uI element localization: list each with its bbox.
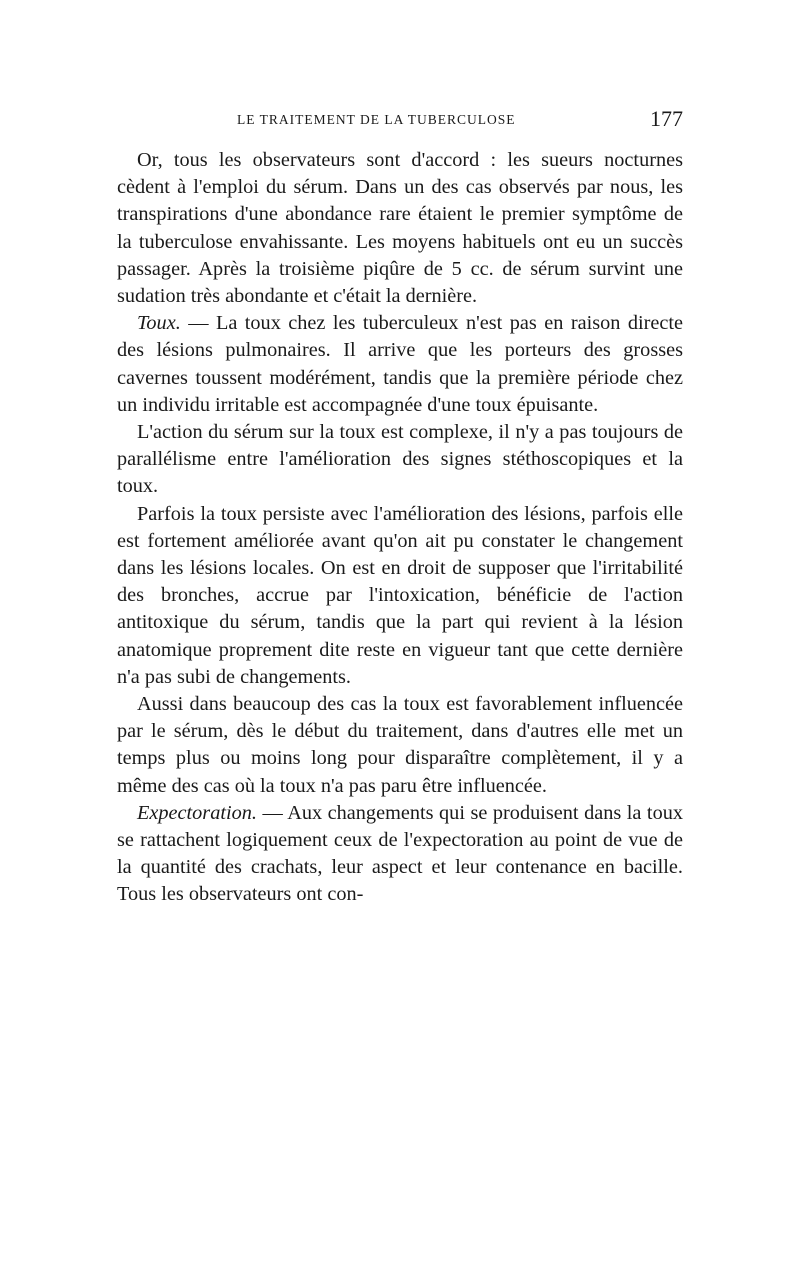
- body-text: [117, 147, 683, 909]
- book-page: [117, 100, 683, 909]
- paragraph-night-sweats: [117, 147, 683, 310]
- paragraph-text: L'action du sérum sur la toux est complexe, il n'y a pas toujours de parallélisme entre l'amélioration des signes stéthoscopiques et la toux.: [117, 421, 683, 498]
- paragraph-cough-persistence: [117, 501, 683, 691]
- paragraph-serum-action: [117, 419, 683, 501]
- paragraph-cough-influence: [117, 691, 683, 800]
- running-header: [117, 100, 683, 134]
- paragraph-text: Aussi dans beaucoup des cas la toux est favorablement influencée par le sérum, dès le début du traitement, dans d'autres elle met un temps plus ou moins long pour disparaître complètement, il y a même des cas où la toux n'a pas paru être influencée.: [117, 693, 683, 797]
- paragraph-cough: [117, 310, 683, 419]
- paragraph-text: Or, tous les observateurs sont d'accord : les sueurs nocturnes cèdent à l'emploi du sérum. Dans un des cas observés par nous, les transpirations d'une abondance rare étaient le premier symptôme de la tuberculose envahissante. Les moyens habituels ont eu un succès passager. Après la troisième piqûre de 5 cc. de sérum survint une sudation très abondante et c'était la dernière.: [117, 149, 683, 308]
- page-number: 177: [650, 106, 683, 131]
- section-lead-expectoration: Expectoration.: [137, 801, 257, 824]
- paragraph-expectoration: [117, 800, 683, 909]
- section-lead-toux: Toux.: [137, 312, 181, 335]
- paragraph-text: — Aux changements qui se produisent dans la toux se rattachent logiquement ceux de l'expectoration au point de vue de la quantité des crachats, leur aspect et leur contenance en bacille. Tous les observateurs ont con-: [117, 801, 683, 906]
- running-title: LE TRAITEMENT DE LA TUBERCULOSE: [237, 112, 516, 127]
- paragraph-text: — La toux chez les tuberculeux n'est pas en raison directe des lésions pulmonaires. Il arrive que les porteurs des grosses cavernes toussent modérément, tandis que la première période chez un individu irritable est accompagnée d'une toux épuisante.: [117, 312, 683, 416]
- paragraph-text: Parfois la toux persiste avec l'amélioration des lésions, parfois elle est fortement améliorée avant qu'on ait pu constater le changement dans les lésions locales. On est en droit de supposer que l'irritabilité des bronches, accrue par l'intoxication, bénéficie de l'action antitoxique du sérum, tandis que la part qui revient à la lésion anatomique proprement dite reste en vigueur tant que cette dernière n'a pas subi de changements.: [117, 502, 683, 688]
